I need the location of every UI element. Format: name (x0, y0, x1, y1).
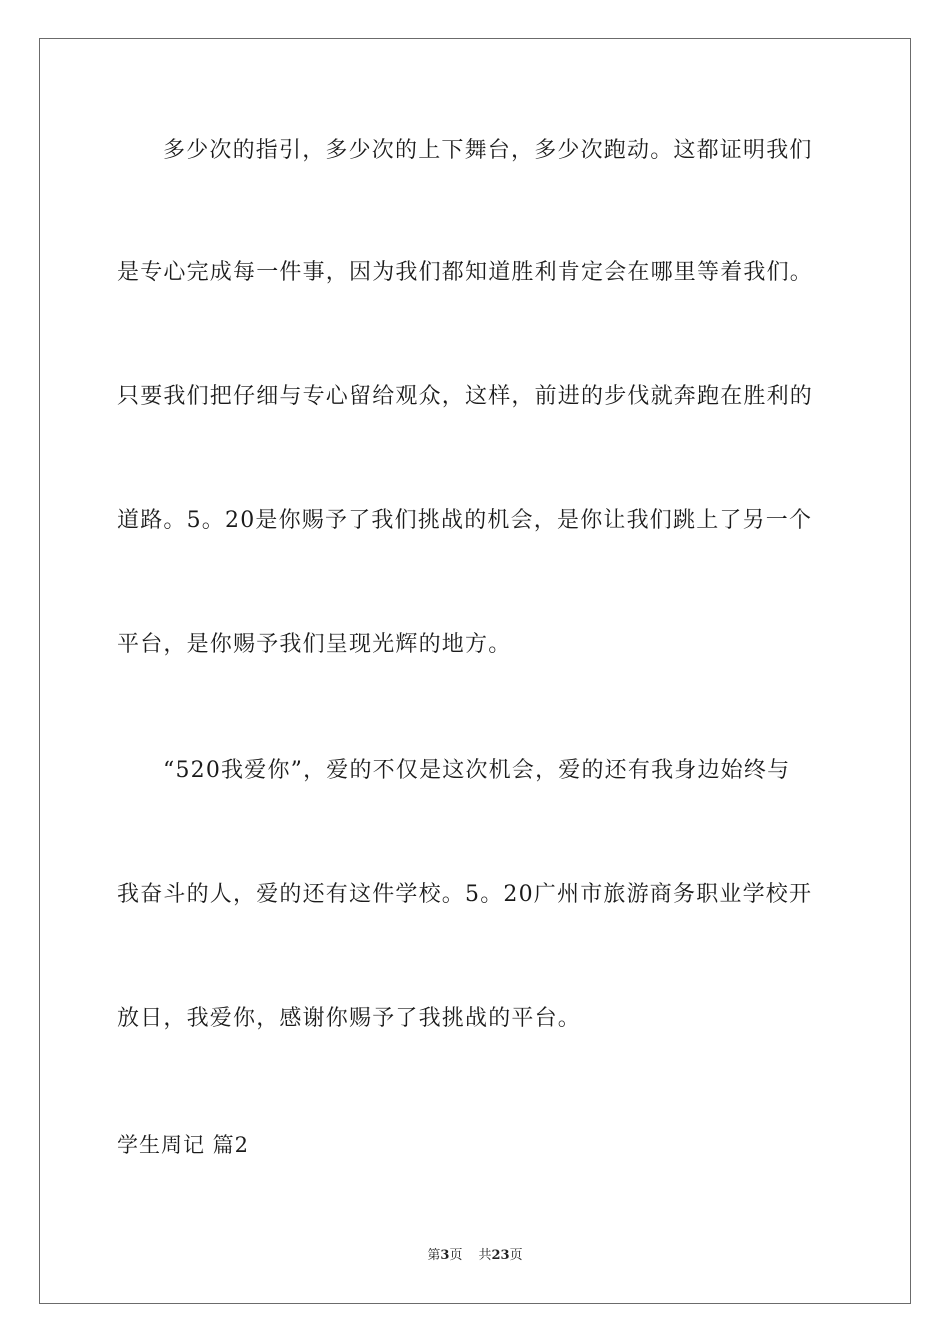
paragraph-line: 只要我们把仔细与专心留给观众，这样，前进的步伐就奔跑在胜利的 (117, 384, 814, 409)
total-suffix: 页 (509, 1248, 523, 1263)
paragraph-line: 多少次的指引，多少次的上下舞台，多少次跑动。这都证明我们 (163, 138, 813, 163)
paragraph-line: 放日，我爱你，感谢你赐予了我挑战的平台。 (117, 1006, 582, 1031)
paragraph-line: 道路。5。20是你赐予了我们挑战的机会，是你让我们跳上了另一个 (117, 508, 813, 533)
paragraph-line: “520我爱你”，爱的不仅是这次机会，爱的还有我身边始终与 (163, 758, 791, 783)
total-pages: 23 (491, 1248, 510, 1263)
page-number: 3 (440, 1248, 450, 1263)
page-footer (0, 1247, 950, 1265)
total-prefix: 共 (478, 1248, 492, 1263)
paragraph-line: 是专心完成每一件事，因为我们都知道胜利肯定会在哪里等着我们。 (117, 260, 814, 285)
section-heading: 学生周记 篇2 (117, 1133, 250, 1157)
page-suffix: 页 (449, 1248, 463, 1263)
page-border (39, 38, 911, 1304)
paragraph-line: 我奋斗的人，爱的还有这件学校。5。20广州市旅游商务职业学校开 (117, 882, 813, 907)
paragraph-line: 平台，是你赐予我们呈现光辉的地方。 (117, 632, 512, 657)
page-prefix: 第 (427, 1248, 441, 1263)
